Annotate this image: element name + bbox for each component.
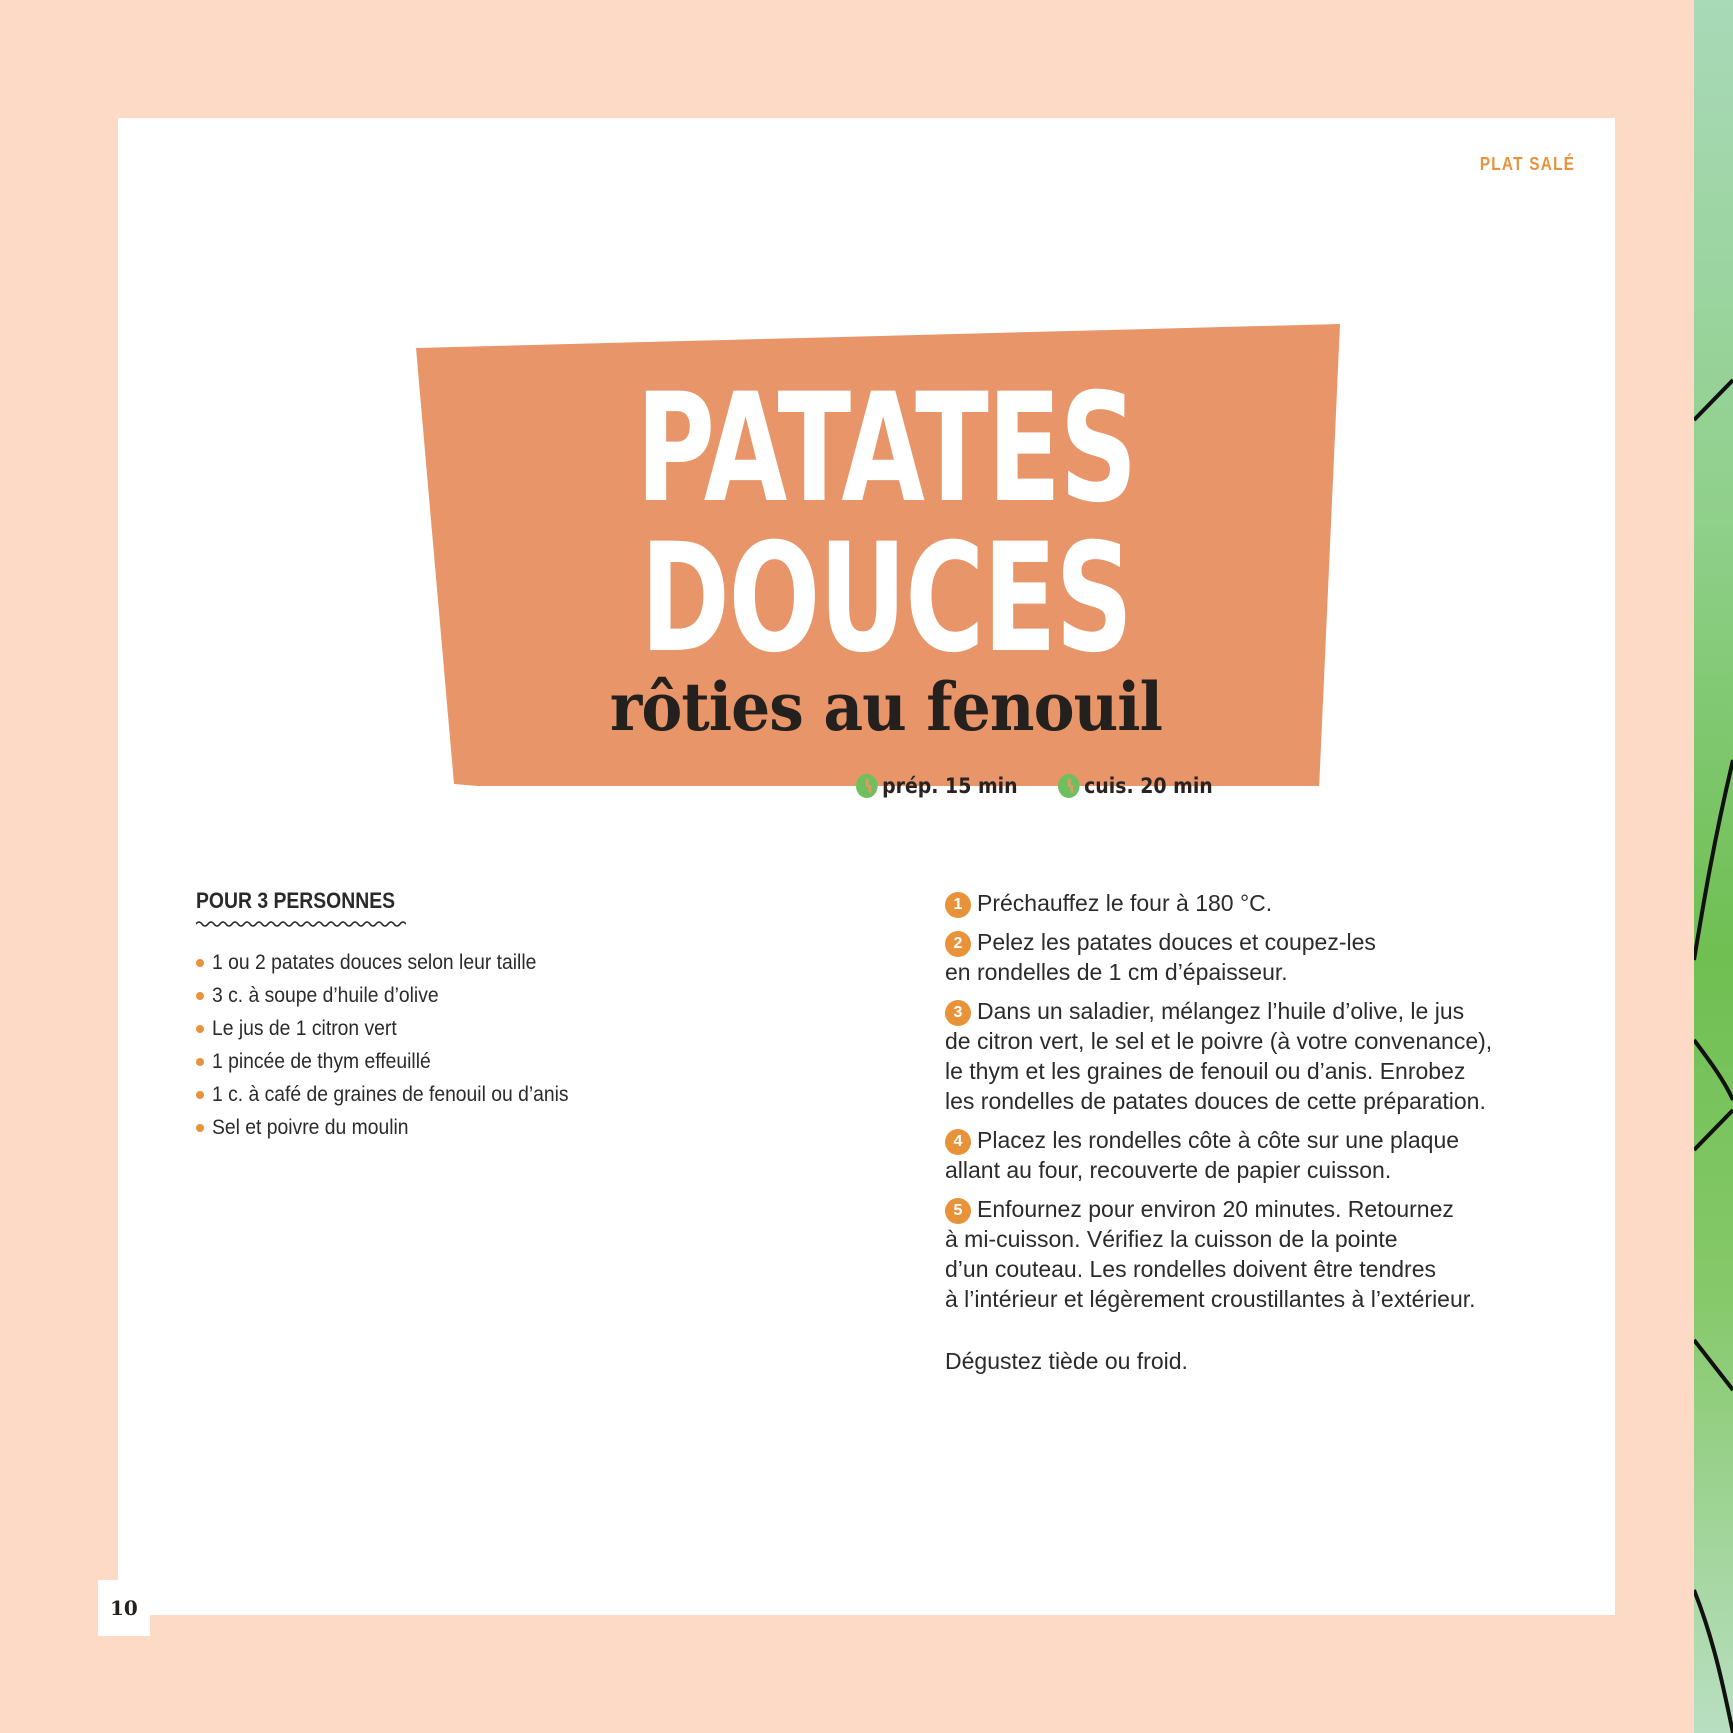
ingredients-list: [196, 946, 796, 1144]
wavy-underline: [196, 920, 406, 928]
clock-icon: [1058, 774, 1080, 798]
list-item: 1 pincée de thym effeuillé: [196, 1045, 796, 1078]
cook-time-label: cuis. 20 min: [1083, 774, 1213, 798]
title-banner: [416, 206, 1356, 798]
time-info: [856, 774, 1229, 798]
title-line-2: DOUCES: [640, 512, 1132, 686]
step-4: 4 Placez les rondelles côte à côte sur une plaque allant au four, recouverte de papier cuisson.: [945, 1127, 1460, 1183]
step-number-badge: 5: [945, 1198, 971, 1224]
step-number-badge: 1: [945, 892, 971, 918]
decorative-lines: [1694, 0, 1733, 1733]
list-item: 1 c. à café de graines de fenouil ou d’anis: [196, 1078, 796, 1111]
step-number-badge: 2: [945, 931, 971, 957]
page-number: 10: [110, 1596, 138, 1620]
closing-note: Dégustez tiède ou froid.: [945, 1348, 1188, 1374]
step-5: 5 Enfournez pour environ 20 minutes. Retournez à mi-cuisson. Vérifiez la cuisson de la pointe d’un couteau. Les rondelles doivent être tendres à l’intérieur et légèrement croustillantes à l’extérieur.: [945, 1196, 1476, 1312]
decorative-photo-strip: [1694, 0, 1733, 1733]
step-3: 3 Dans un saladier, mélangez l’huile d’olive, le jus de citron vert, le sel et le poivre (à votre convenance), le thym et les graines de fenouil ou d’anis. Enrobez les rondelles de patates douces de cette préparation.: [945, 998, 1493, 1114]
step-number-badge: 3: [945, 1000, 971, 1026]
list-item: 3 c. à soupe d’huile d’olive: [196, 979, 796, 1012]
step-1: 1 Préchauffez le four à 180 °C.: [945, 888, 1565, 918]
category-label: PLAT SALÉ: [1479, 154, 1575, 174]
list-item: 1 ou 2 patates douces selon leur taille: [196, 946, 796, 979]
step-number-badge: 4: [945, 1129, 971, 1155]
ingredients-section: [196, 888, 796, 1144]
cook-time: [1058, 774, 1213, 798]
ingredients-heading: POUR 3 PERSONNES: [196, 888, 396, 913]
prep-time-label: prép. 15 min: [882, 774, 1018, 798]
list-item: Le jus de 1 citron vert: [196, 1012, 796, 1045]
step-2: 2 Pelez les patates douces et coupez-les en rondelles de 1 cm d’épaisseur.: [945, 929, 1376, 985]
title-line-1: PATATES: [635, 362, 1137, 536]
steps-section: [945, 888, 1565, 1375]
recipe-card: [118, 118, 1615, 1615]
subtitle: rôties au fenouil: [609, 668, 1163, 746]
list-item: Sel et poivre du moulin: [196, 1111, 796, 1144]
clock-icon: [856, 774, 878, 798]
prep-time: [856, 774, 1018, 798]
